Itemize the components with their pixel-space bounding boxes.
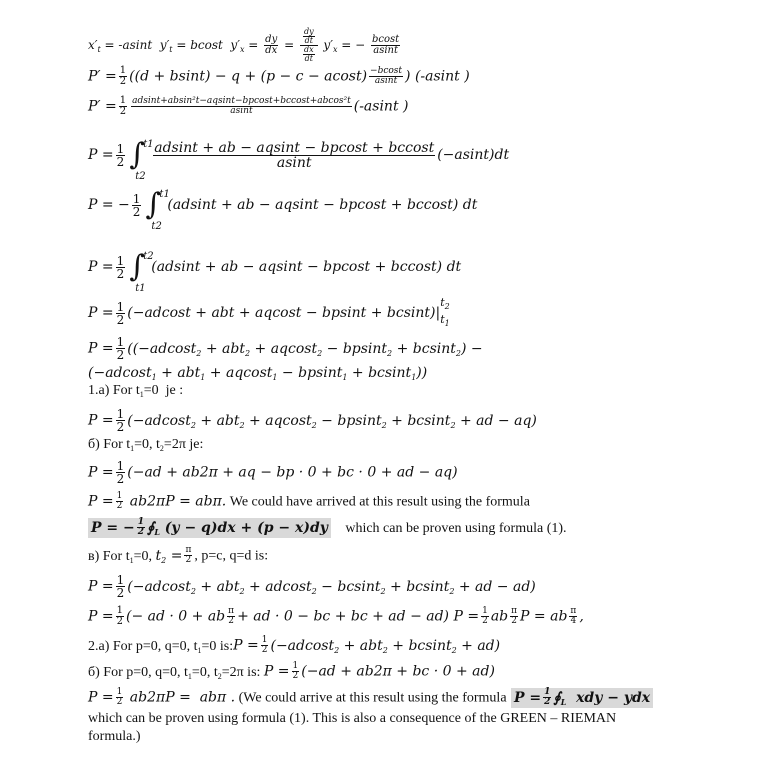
formula-line-1: P = − $\frac{1}{2}$ $∮_L$ (y − q)dx + (p − x)dy which can be proven using formula (1). [88, 518, 567, 537]
case-2a: 2.a) For p=0, q=0, $t_1=0$ is:P = $\frac{1}{2}$ (−adcost$_2$ + abt$_2$ + bcsint$_2$ + ad) [88, 635, 501, 655]
frac-dydx: $\frac{dy}{dx}$ [265, 34, 278, 56]
highlighted-formula-1: P = − $\frac{1}{2}$ $∮_L$ (y − q)dx + (p − x)dy [88, 518, 331, 538]
equation-derivatives: $x'_t = -asint$ $y'_t = bcost$ $y'_x$ = $\frac{dy}{dx}$ = $\frac{dy}{dt}$ $\frac{dx}{dt}$ $y'_x$ = − $\frac{bcost}{asint}$ [88, 27, 400, 63]
case-1b-label: б) For $t_1=0$, $t_2=2\pi$ je: [88, 437, 204, 453]
equation-evaluated-2: (−adcost$_1$ + abt$_1$ + aqcost$_1$ − bpsint$_1$ + bcsint$_1$)) [88, 365, 428, 382]
equation-case-1b: P = $\frac{1}{2}$ (−ad + ab2π + aq − bp · 0 + bc · 0 + ad − aq) [88, 459, 458, 486]
result-abpi-2: P = $\frac{1}{2}$ ab2πP = abπ . (We could arrive at this result using the formula P = $\frac{1}{2}$ $∮_L$ xdy − ydx [88, 688, 653, 707]
frac-bcost-asint: $\frac{bcost}{asint}$ [372, 34, 400, 56]
equation-integral-3: P = $\frac{1}{2}$ ∫ t2 t1 (adsint + ab − aqsint − bpcost + bccost) dt [88, 249, 462, 294]
closing-text-2: formula.) [88, 729, 141, 744]
equation-p-prime-2: P′ = $\frac{1}{2}$ $\frac{\text{adsint+absin²t−aqsint−bpcost+bccost+abcos²t}}{asint}$ (-asint ) [88, 95, 409, 117]
result-abpi-1: P = $\frac{1}{2}$ ab2πP = abπ. We could have arrived at this result using the formula [88, 491, 530, 511]
case-1a-label: 1.a) For $t_1=0$ je : [88, 383, 184, 399]
frac-dydt-dxdt: $\frac{dy}{dt}$ $\frac{dx}{dt}$ [300, 28, 318, 63]
eq-xt: $x'_t = -asint$ $y'_t = bcost$ $y'_x$ = [88, 38, 259, 54]
equation-case-1c-1: P = $\frac{1}{2}$ (−adcost$_2$ + abt$_2$ + adcost$_2$ − bcsint$_2$ + bcsint$_2$ + ad − ad) [88, 573, 536, 600]
equation-p-prime-1: P′ = $\frac{1}{2}$ ((d + bsint) − q + (p − c − acost) $\frac{-bcost}{asint}$ ) (-asint ) [88, 65, 470, 87]
equation-antiderivative: P = $\frac{1}{2}$ (−adcost + abt + $aqcost - bpsint + bcsint)|t_2$ $t_1$ [88, 296, 450, 328]
case-1c-label: в) For $t_1=0$, $t_2$ = $\frac{\pi}{2}$ , p=c, q=d is: [88, 545, 269, 565]
case-2b: б) For p=0, q=0, $t_1=0$, $t_2=2\pi$ is: P = $\frac{1}{2}$ (−ad + ab2π + bc · 0 + ad) [88, 661, 495, 681]
equation-evaluated-1: P = $\frac{1}{2}$ ((−adcost$_2$ + abt$_2$ + aqcost$_2$ − bpsint$_2$ + bcsint$_2$) − [88, 335, 483, 362]
equation-integral-1: P = $\frac{1}{2}$ ∫ t1 t2 $\frac{adsint + ab - aqsint - bpcost + bccost}{asint}$ (−asint)dt [88, 137, 510, 182]
equation-integral-2: P = − $\frac{1}{2}$ ∫ t1 t2 (adsint + ab − aqsint − bpcost + bccost) dt [88, 187, 478, 232]
equation-case-1a: P = $\frac{1}{2}$ (−adcost$_2$ + abt$_2$ + aqcost$_2$ − bpsint$_2$ + bcsint$_2$ + ad − aq) [88, 407, 537, 434]
highlighted-formula-2: P = $\frac{1}{2}$ $∮_L$ xdy − ydx [511, 688, 653, 708]
equation-case-1c-2: P = $\frac{1}{2}$ (− ad · 0 + ab $\frac{\pi}{2}$ + ad · 0 − bc + bc + ad − ad) P = $\frac{1}{2}$ ab $\frac{\pi}{2}$ P = ab $\frac{\pi}{4}$ , [88, 605, 584, 627]
closing-text-1: which can be proven using formula (1). This is also a consequence of the GREEN – RIEMAN [88, 711, 617, 726]
